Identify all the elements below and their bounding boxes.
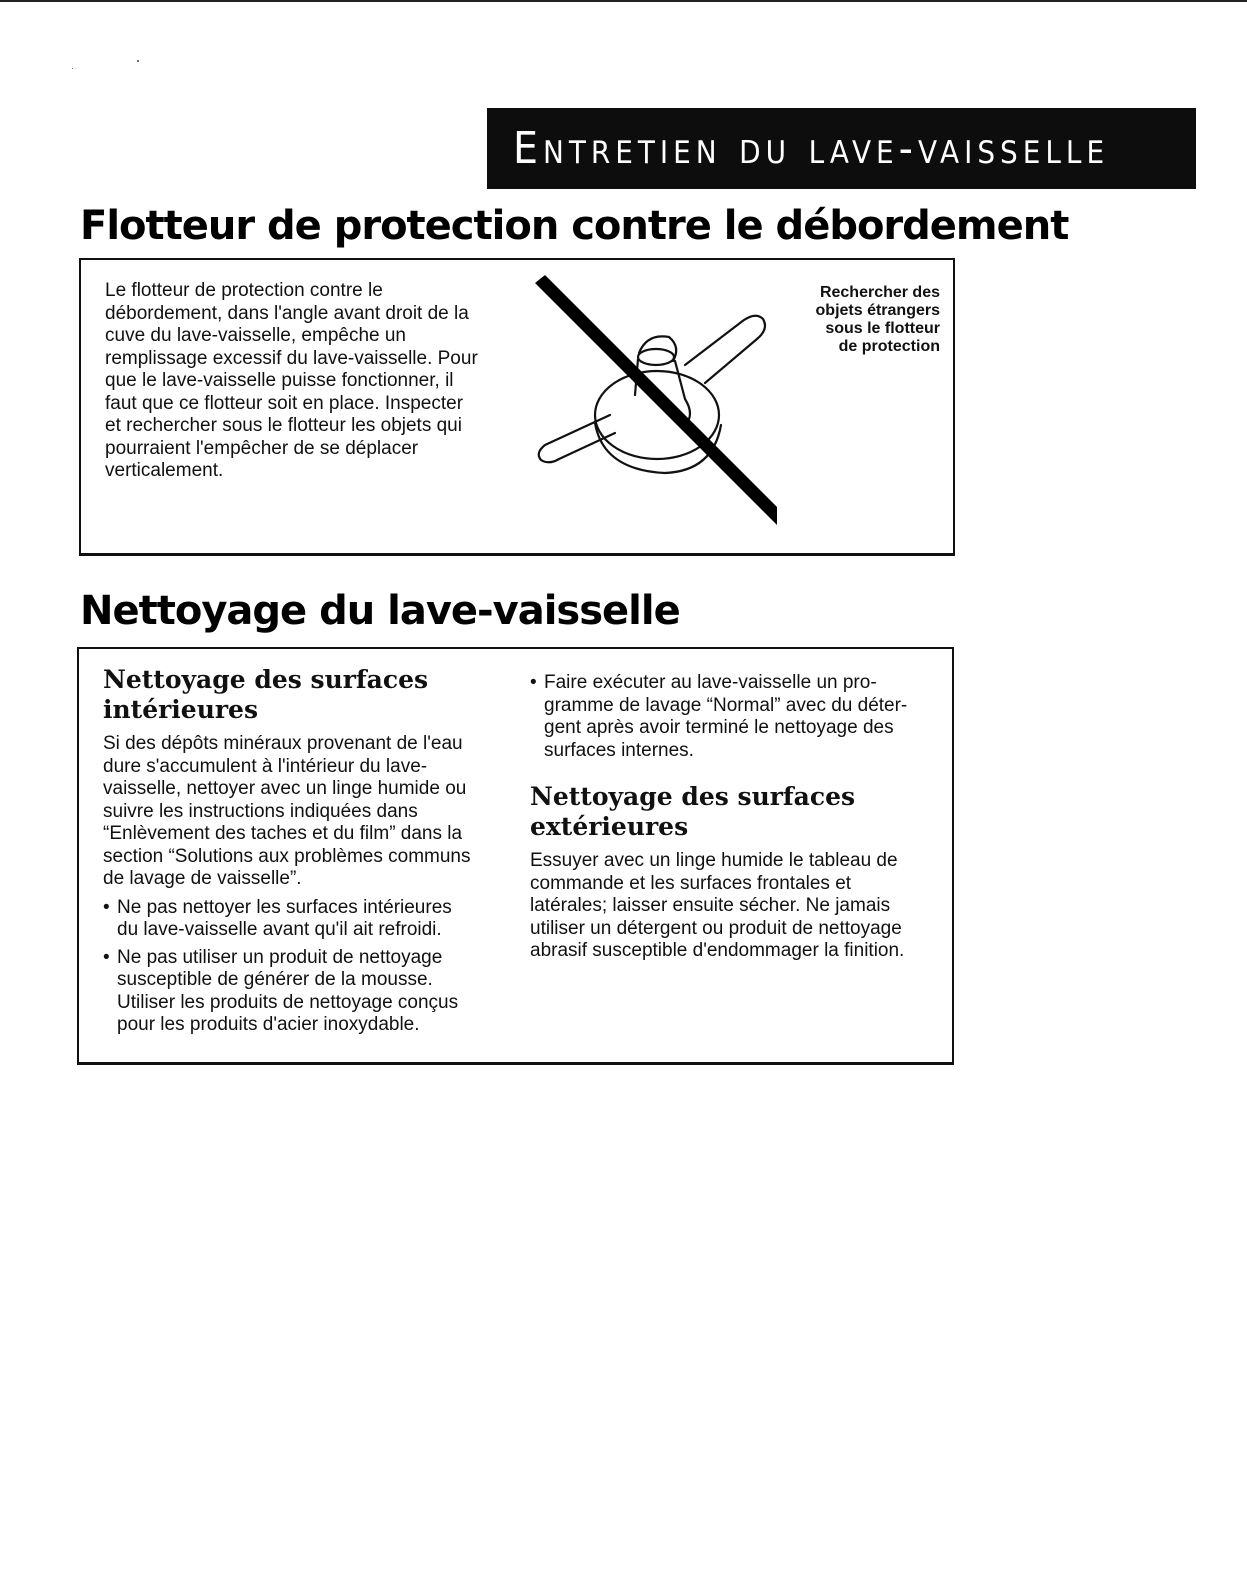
text-line: “Enlèvement des taches et du film” dans la <box>103 823 463 844</box>
scan-speck <box>72 68 73 69</box>
heading-line: extérieures <box>530 812 689 841</box>
page-top-rule <box>0 0 1247 2</box>
text-line: suivre les instructions indiquées dans <box>103 800 418 822</box>
heading-line: Nettoyage des surfaces <box>530 782 856 811</box>
heading-line: intérieures <box>103 695 259 724</box>
text-line: abrasif susceptible d'endommager la finition. <box>530 940 905 961</box>
text-line: latérales; laisser ensuite sécher. Ne jamais <box>530 895 891 916</box>
interior-heading <box>103 665 508 725</box>
text-line: pour les produits d'acier inoxydable. <box>117 1014 420 1035</box>
left-column <box>103 665 508 1042</box>
text-line: vaisselle, nettoyer avec un linge humide ou <box>103 778 467 799</box>
text-line: cuve du lave-vaisselle, empêche un <box>105 325 407 346</box>
text-line: Utiliser les produits de nettoyage conçus <box>117 991 459 1013</box>
text-line: gent après avoir terminé le nettoyage des <box>544 717 894 738</box>
text-line: utiliser un détergent ou produit de nettoyage <box>530 917 902 939</box>
illustration-caption <box>780 284 940 356</box>
text-line: gramme de lavage “Normal” avec du déter- <box>544 694 908 716</box>
interior-paragraph <box>103 733 508 891</box>
caption-line: Rechercher des <box>819 284 940 301</box>
text-line: Faire exécuter au lave-vaisselle un pro- <box>544 672 877 693</box>
caption-line: de protection <box>838 338 940 355</box>
caption-line: objets étrangers <box>815 302 940 319</box>
text-line: verticalement. <box>105 460 224 481</box>
list-item <box>530 672 940 762</box>
flotteur-body <box>105 280 505 483</box>
text-line: faut que ce flotteur soit en place. Inspecter <box>105 392 464 414</box>
heading-line: Nettoyage des surfaces <box>103 665 429 694</box>
section-banner <box>487 108 1196 189</box>
flotteur-paragraph <box>105 280 505 483</box>
interior-bullets <box>103 897 508 1037</box>
list-item <box>103 947 508 1037</box>
flotteur-heading: Flotteur de protection contre le débordement <box>80 203 1069 249</box>
scan-speck <box>137 60 139 62</box>
text-line: débordement, dans l'angle avant droit de la <box>105 302 469 324</box>
text-line: du lave-vaisselle avant qu'il ait refroidi. <box>117 919 442 940</box>
text-line: susceptible de générer de la mousse. <box>117 969 433 990</box>
banner-title: Entretien du lave-vaisselle <box>513 123 1110 174</box>
right-column <box>530 672 940 963</box>
exterior-paragraph <box>530 850 940 963</box>
text-line: pourraient l'empêcher de se déplacer <box>105 437 419 459</box>
text-line: remplissage excessif du lave-vaisselle. Pour <box>105 347 478 369</box>
text-line: dure s'accumulent à l'intérieur du lave- <box>103 755 428 777</box>
text-line: Essuyer avec un linge humide le tableau de <box>530 850 898 871</box>
list-item <box>103 897 508 942</box>
text-line: section “Solutions aux problèmes communs <box>103 845 471 867</box>
exterior-heading <box>530 782 940 842</box>
text-line: de lavage de vaisselle”. <box>103 868 302 889</box>
caption-line: sous le flotteur <box>825 320 940 337</box>
right-bullets <box>530 672 940 762</box>
text-line: Si des dépôts minéraux provenant de l'eau <box>103 733 463 754</box>
float-illustration <box>535 275 795 540</box>
text-line: Ne pas utiliser un produit de nettoyage <box>117 946 443 968</box>
text-line: et rechercher sous le flotteur les objets qui <box>105 415 462 436</box>
nettoyage-heading: Nettoyage du lave-vaisselle <box>80 588 680 634</box>
text-line: surfaces internes. <box>544 739 694 761</box>
text-line: commande et les surfaces frontales et <box>530 872 852 894</box>
text-line: Le flotteur de protection contre le <box>105 280 383 301</box>
text-line: que le lave-vaisselle puisse fonctionner, il <box>105 370 454 391</box>
text-line: Ne pas nettoyer les surfaces intérieures <box>117 896 452 918</box>
